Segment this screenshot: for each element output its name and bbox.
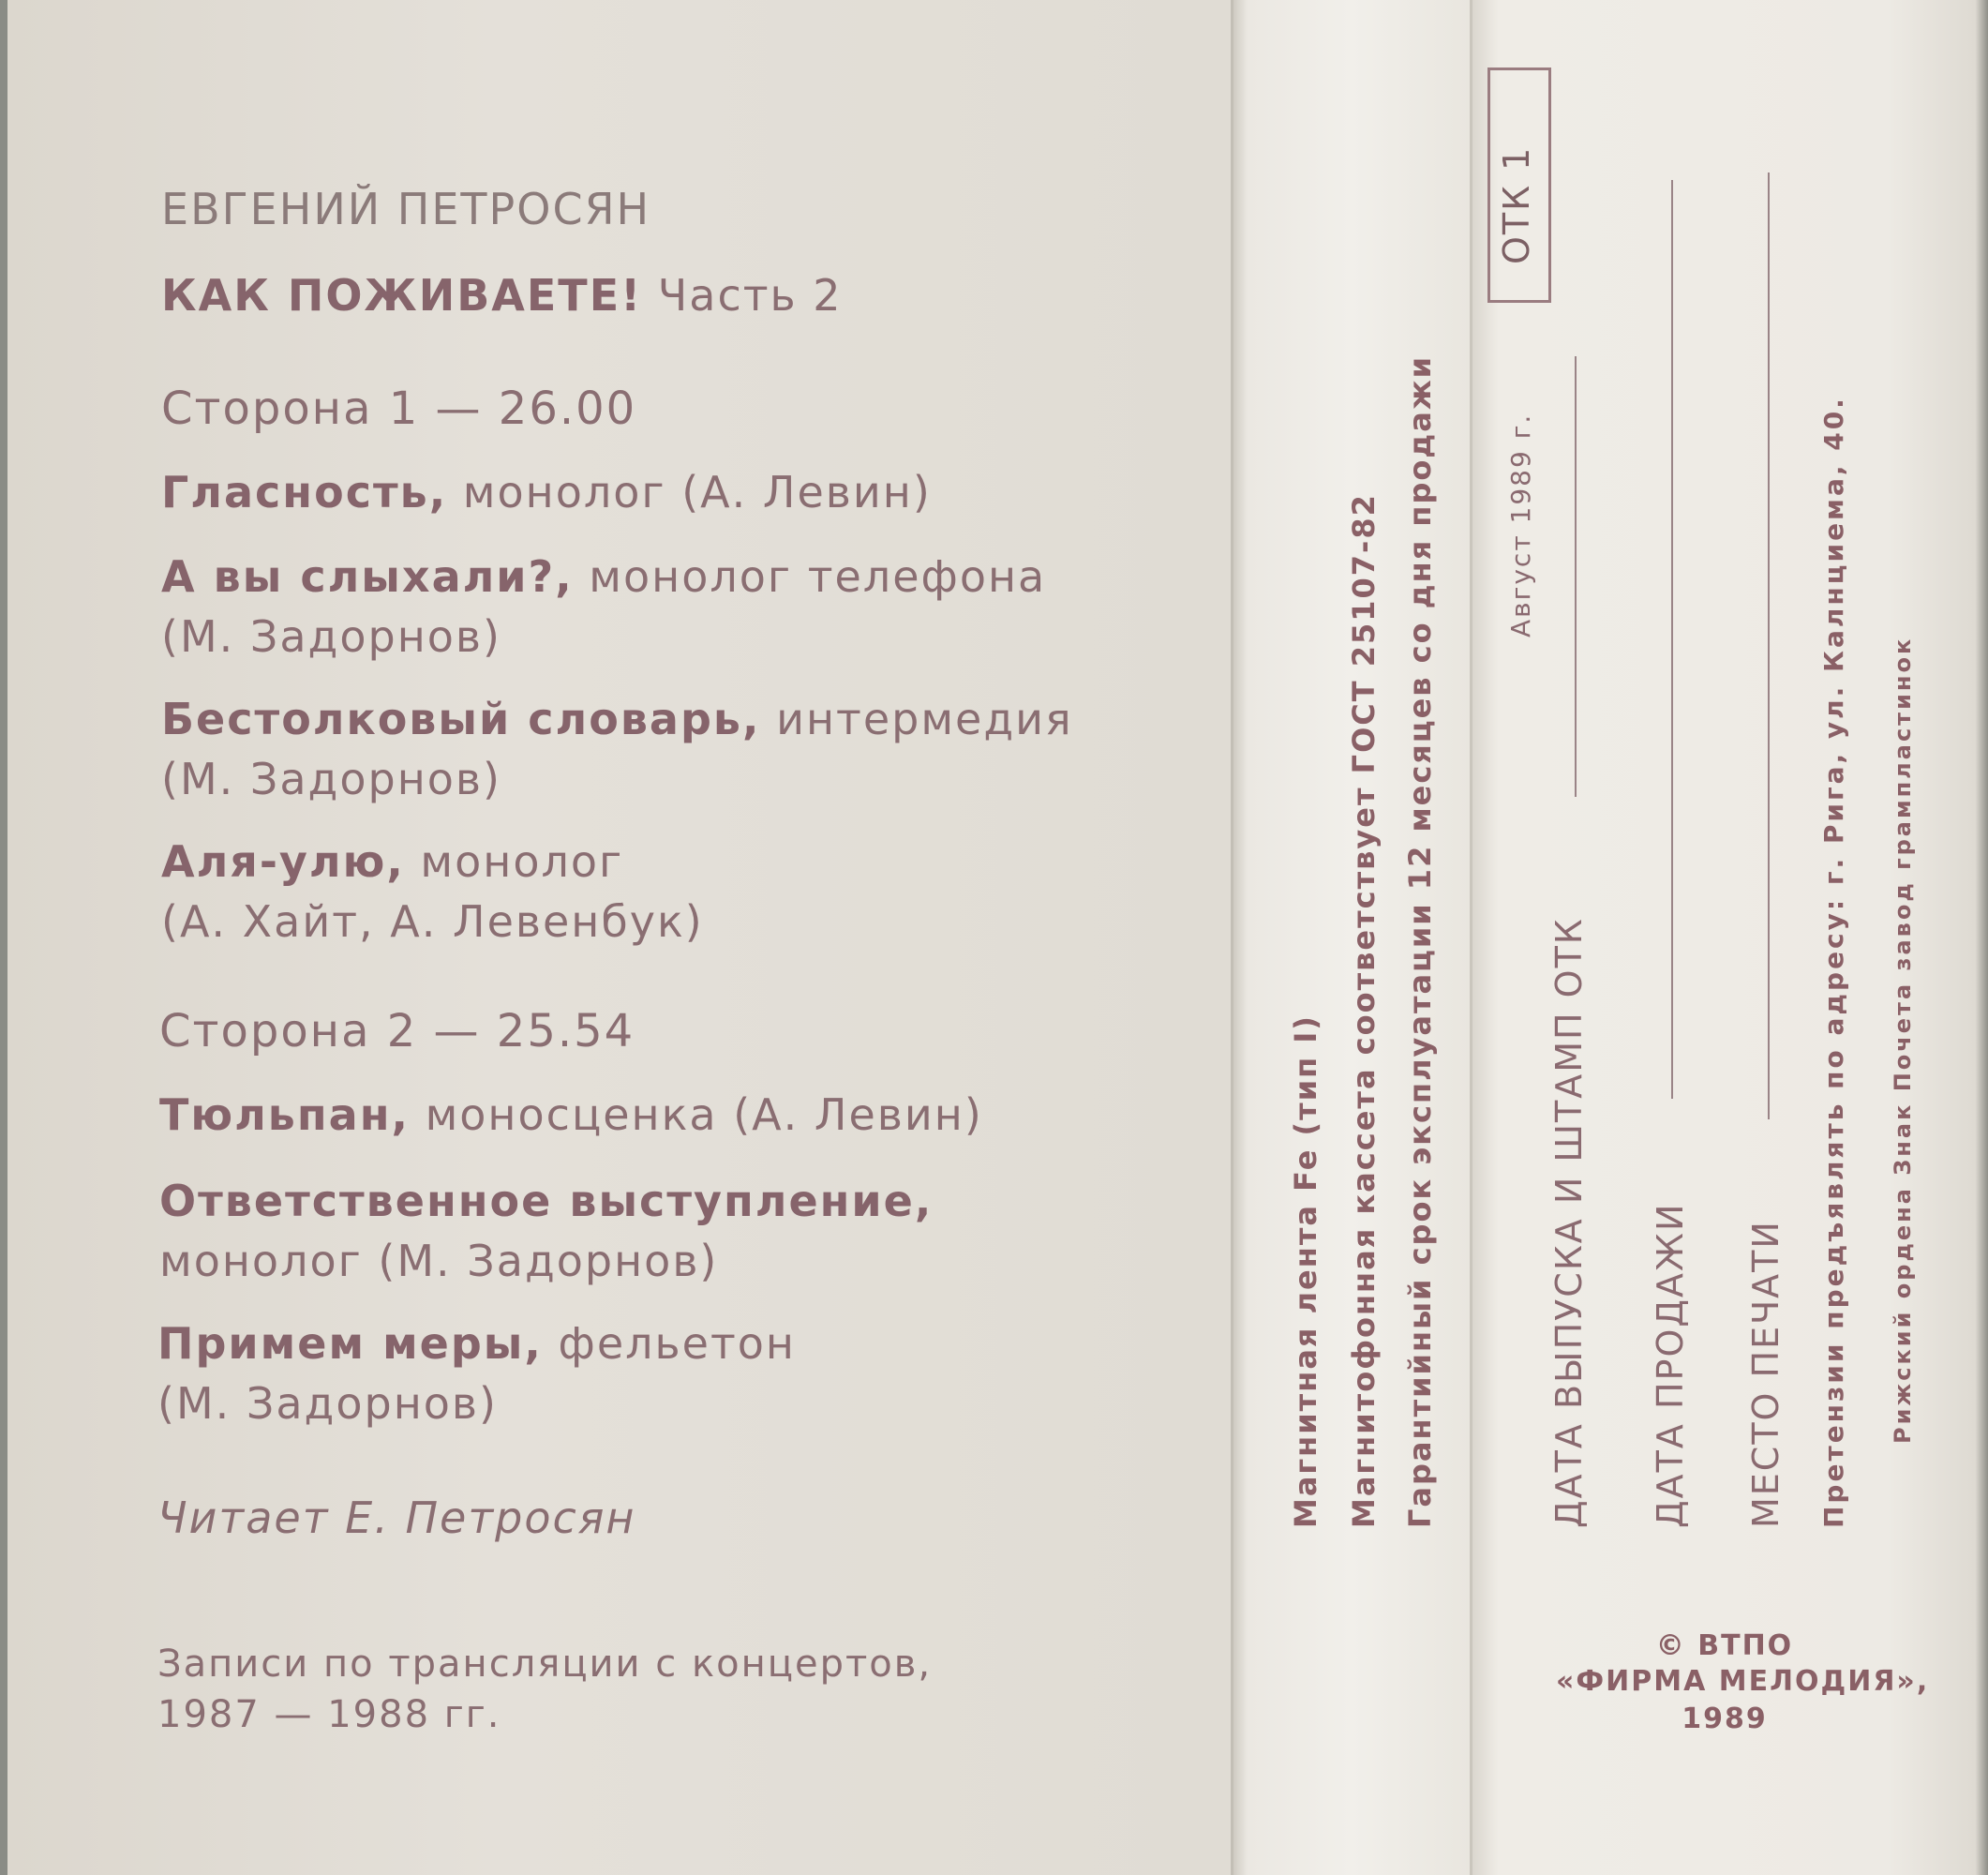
track-desc: моносценка (А. Левин): [409, 1089, 983, 1140]
track-title: Тюльпан,: [159, 1089, 410, 1140]
track-desc: монолог телефона: [573, 551, 1047, 602]
recording-note: Записи по трансляции с концертов,: [157, 1642, 933, 1686]
track-item: [159, 1176, 933, 1226]
track-title: Бестолковый словарь,: [161, 694, 761, 744]
track-title: Примем меры,: [157, 1318, 543, 1369]
track-item: [161, 694, 1073, 744]
factory-name: Рижский ордена Знак Почета завод грампластинок: [1890, 636, 1916, 1444]
spine-warranty: Гарантийный срок эксплуатации 12 месяцев со дня продажи: [1402, 354, 1438, 1528]
spine-tape-type: Магнитная лента Fe (тип I): [1288, 1014, 1323, 1528]
track-item: [161, 551, 1046, 602]
track-item: [159, 1089, 983, 1140]
track-author: (М. Задорнов): [157, 1378, 498, 1429]
print-place-label: МЕСТО ПЕЧАТИ: [1745, 1220, 1786, 1528]
album-title: [161, 270, 843, 321]
track-title: Аля-улю,: [161, 836, 405, 887]
copyright-company: «ФИРМА МЕЛОДИЯ»,: [1556, 1665, 1930, 1698]
side2-heading: Сторона 2 — 25.54: [159, 1005, 635, 1058]
track-desc: монолог: [404, 836, 624, 887]
recording-years: 1987 — 1988 гг.: [157, 1693, 501, 1736]
track-item: [157, 1318, 796, 1369]
track-title: А вы слыхали?,: [161, 551, 574, 602]
otk-label: ОТК 1: [1496, 145, 1537, 264]
track-author: (А. Хайт, А. Левенбук): [161, 896, 704, 947]
print-place-line: [1768, 172, 1770, 1119]
side1-heading: Сторона 1 — 26.00: [161, 382, 637, 435]
album-title-bold: КАК ПОЖИВАЕТЕ!: [161, 270, 643, 321]
track-author: (М. Задорнов): [161, 754, 501, 804]
track-item: [161, 467, 932, 518]
track-title: Ответственное выступление,: [159, 1176, 934, 1226]
copyright-line: © ВТПО: [1655, 1629, 1794, 1662]
track-desc: фельетон: [542, 1318, 796, 1369]
claims-address: Претензии предъявлять по адресу: г. Рига, ул. Калнциема, 40.: [1818, 396, 1849, 1528]
track-desc: интермедия: [760, 694, 1073, 744]
release-stamp-line: [1575, 356, 1577, 797]
copyright-year: 1989: [1682, 1702, 1768, 1735]
track-author: монолог (М. Задорнов): [159, 1236, 719, 1286]
track-desc: монолог (А. Левин): [447, 467, 932, 518]
reader-credit: Читает Е. Петросян: [157, 1492, 636, 1543]
spine-gost: Магнитофонная кассета соответствует ГОСТ 25107-82: [1346, 493, 1382, 1528]
track-title: Гласность,: [161, 467, 448, 518]
track-item: [161, 836, 623, 887]
sale-date-line: [1671, 180, 1673, 1099]
album-title-part: Часть 2: [657, 270, 843, 321]
artist-name: ЕВГЕНИЙ ПЕТРОСЯН: [161, 184, 651, 234]
release-date: Август 1989 г.: [1505, 412, 1536, 638]
sale-date-label: ДАТА ПРОДАЖИ: [1650, 1202, 1691, 1528]
release-stamp-label: ДАТА ВЫПУСКА И ШТАМП ОТК: [1548, 917, 1590, 1528]
track-author: (М. Задорнов): [161, 611, 501, 662]
